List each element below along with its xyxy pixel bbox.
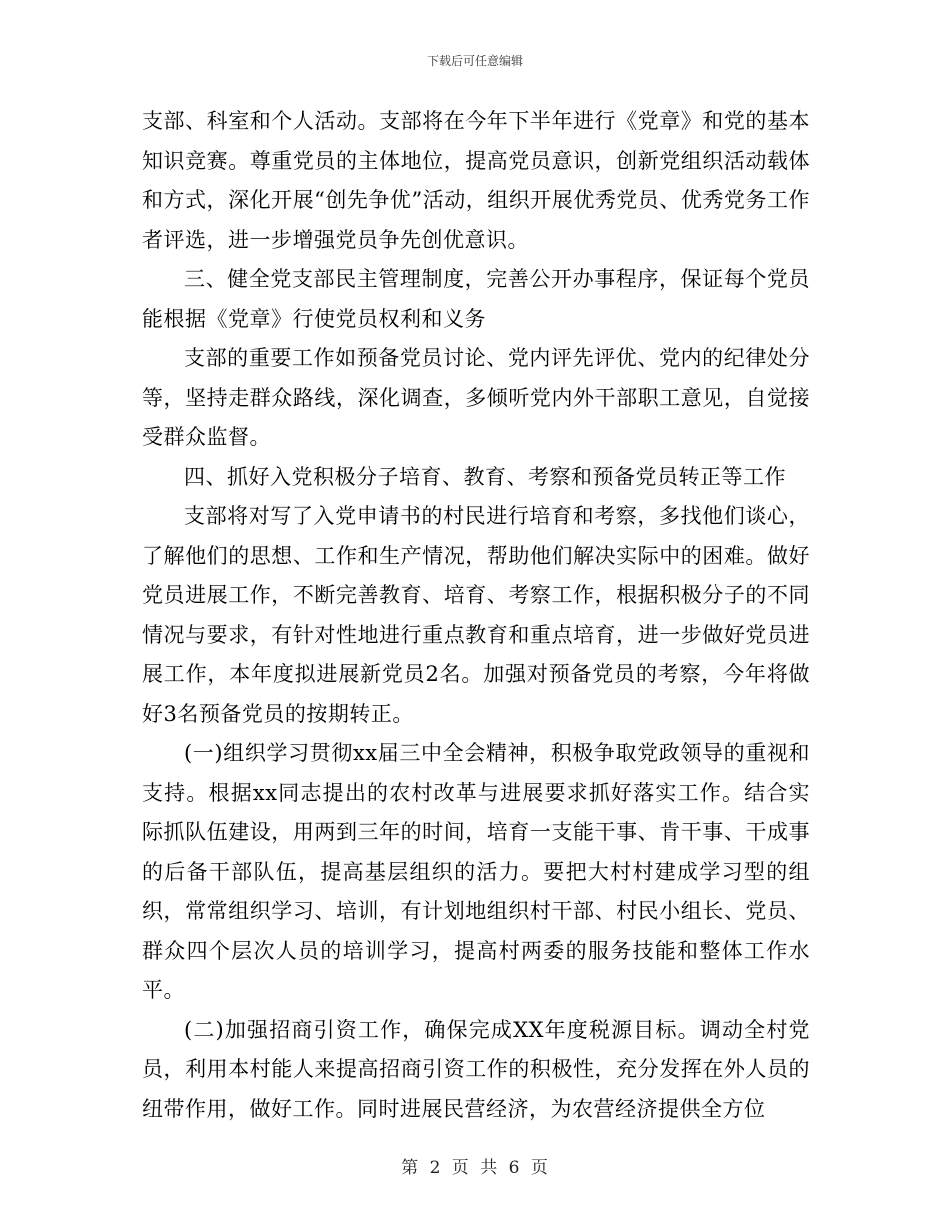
footer-total-pages: 6	[508, 1158, 521, 1178]
footer-suffix: 页	[530, 1158, 549, 1178]
paragraph-1: 支部、科室和个人活动。支部将在今年下半年进行《党章》和党的基本知识竞赛。尊重党员的主体地位，提高党员意识，创新党组织活动载体和方式，深化开展“创先争优”活动，组织开展优秀党员、优秀党务工作者评选，进一步增强党员争先创优意识。	[142, 109, 810, 252]
page-footer	[0, 1153, 950, 1178]
section-heading-4: 四、抓好入党积极分子培育、教育、考察和预备党员转正等工作	[184, 464, 786, 489]
page-header-note: 下载后可任意编辑	[426, 54, 523, 68]
footer-mid2: 共	[480, 1158, 499, 1178]
document-body	[142, 102, 810, 1129]
footer-prefix: 第	[401, 1158, 420, 1178]
paragraph-3: 支部的重要工作如预备党员讨论、党内评先评优、党内的纪律处分等，坚持走群众路线，深化调查，多倾听党内外干部职工意见，自觉接受群众监督。	[142, 346, 810, 449]
paragraph-6: (一)组织学习贯彻xx届三中全会精神，积极争取党政领导的重视和支持。根据xx同志提出的农村改革与进展要求抓好落实工作。结合实际抓队伍建设，用两到三年的时间，培育一支能干事、肯干事、干成事的后备干部队伍，提高基层组织的活力。要把大村村建成学习型的组织，常常组织学习、培训，有计划地组织村干部、村民小组长、党员、群众四个层次人员的培训学习，提高村两委的服务技能和整体工作水平。	[142, 741, 810, 1002]
footer-mid1: 页	[451, 1158, 470, 1178]
section-heading-3: 三、健全党支部民主管理制度，完善公开办事程序，保证每个党员能根据《党章》行使党员权利和义务	[142, 267, 810, 331]
paragraph-7: (二)加强招商引资工作，确保完成XX年度税源目标。调动全村党员，利用本村能人来提高招商引资工作的积极性，充分发挥在外人员的纽带作用，做好工作。同时进展民营经济，为农营经济提供全方位	[142, 1017, 810, 1121]
paragraph-5: 支部将对写了入党申请书的村民进行培育和考察，多找他们谈心，了解他们的思想、工作和生产情况，帮助他们解决实际中的困难。做好党员进展工作，不断完善教育、培育、考察工作，根据积极分子的不同情况与要求，有针对性地进行重点教育和重点培育，进一步做好党员进展工作，本年度拟进展新党员2名。加强对预备党员的考察，今年将做好3名预备党员的按期转正。	[142, 504, 810, 726]
footer-current-page: 2	[429, 1158, 442, 1178]
